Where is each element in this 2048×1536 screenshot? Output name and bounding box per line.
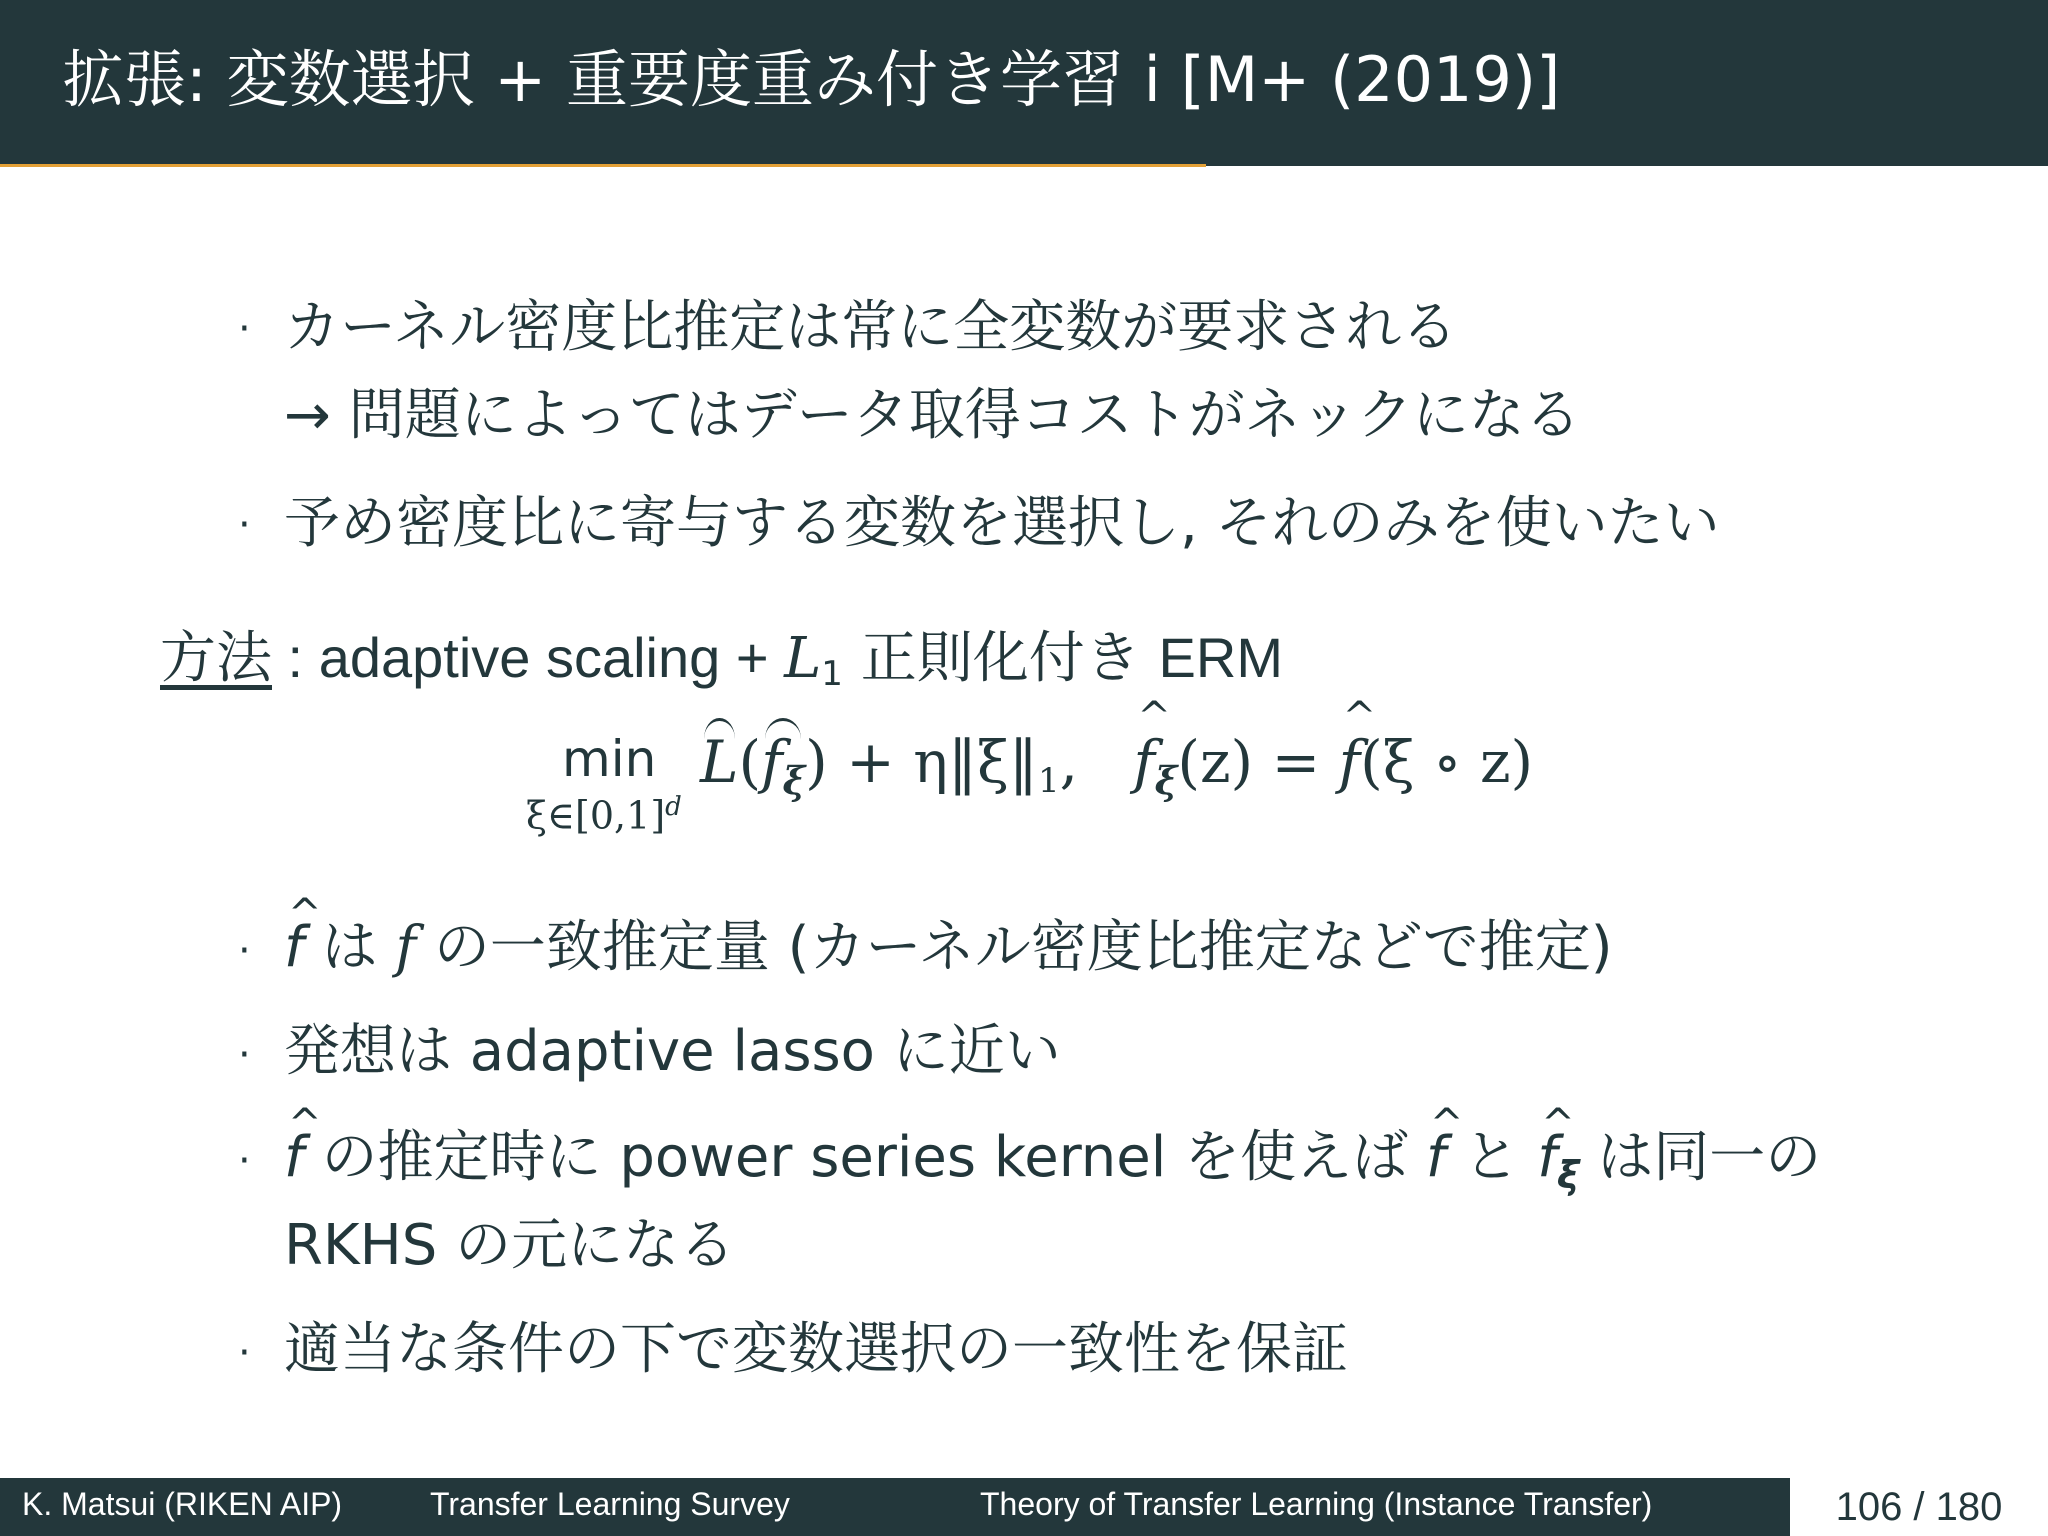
method-line [160,622,1283,710]
f-hat-xi: ^ $f_\xi$ [1133,728,1177,803]
bullet-5-text-c: は同一の [1579,1125,1822,1190]
method-separator: : [272,626,319,689]
definition-tail: (z) = [1177,728,1339,796]
min-domain-set: ξ∈[0,1] [526,793,666,838]
f-hat-symbol: ^ f [1426,1122,1446,1194]
slide-footer [0,1478,2048,1536]
min-domain [526,792,682,838]
bullet-marker: · [238,306,251,352]
min-operator: min [562,730,657,788]
bullet-1-line-1: カーネル密度比推定は常に全変数が要求される [284,295,1458,360]
bullet-3-text-a: は [303,915,396,980]
bullet-marker: · [238,1138,251,1184]
bullet-5-text-b: と [1445,1125,1538,1190]
bullet-5-line-1 [284,1122,1821,1211]
f-hat-xi-letter: f [1537,1125,1557,1190]
f-hat-symbol: ^ f [284,1122,304,1194]
method-label: 方法 [160,626,272,691]
l-symbol: L [784,626,822,691]
norm-subscript: 1 [1037,761,1060,801]
bullet-5-text-a: の推定時に power series kernel を使えば [303,1125,1426,1190]
method-text-b: 正則化付き [842,626,1159,691]
bullet-marker: · [238,1330,251,1376]
min-domain-dimension: d [665,792,682,822]
bullet-6-line-1: 適当な条件の下で変数選択の一致性を保証 [284,1317,1348,1382]
bullet-3-text-b: の一致推定量 (カーネル密度比推定などで推定) [416,915,1613,980]
footer-talk-title: Transfer Learning Survey [430,1486,790,1522]
bullet-marker: · [238,928,251,974]
footer-section: Theory of Transfer Learning (Instance Transfer) [980,1486,1653,1522]
f-hat-symbol: ^ f [284,912,304,984]
formula-expression: $L(f_\xi)$ + $\eta‖\xi‖_1$, ^ $f_\xi(z)$ = ^ f(ξ ∘ z) [700,728,1533,803]
page-number: 106 / 180 [1790,1478,2048,1536]
bullet-1-line-2: → 問題によってはデータ取得コストがネックになる [284,383,1581,448]
f-xi-hat: $f_\xi$ [761,728,806,803]
f-hat-xi-symbol: ^ $f_\xi$ [1537,1122,1579,1211]
definition-rhs: (ξ ∘ z) [1360,728,1534,796]
f-symbol: f [395,915,417,980]
bullet-5-line-2: RKHS の元になる [284,1213,736,1278]
slide-title: 拡張: 変数選択 + 重要度重み付き学習 i [M+ (2019)] [62,43,1561,116]
bullet-2-line-1: 予め密度比に寄与する変数を選択し, それのみを使いたい [284,491,1720,556]
bullet-marker: · [238,1032,251,1078]
method-text-a: adaptive scaling + [318,626,785,689]
objective-formula [520,720,1620,850]
f-hat: ^ f [1339,728,1360,796]
method-text-c: ERM [1158,626,1283,689]
bullet-4-line-1: 発想は adaptive lasso に近い [284,1019,1061,1084]
loss-hat: L [700,728,739,796]
formula-comma: , [1059,728,1079,796]
objective-tail: ) + η‖ξ‖ [805,728,1038,796]
footer-author: K. Matsui (RIKEN AIP) [22,1486,343,1522]
bullet-3-line-1 [284,912,1613,984]
bullet-marker: · [238,502,251,548]
l-subscript: 1 [821,654,843,694]
